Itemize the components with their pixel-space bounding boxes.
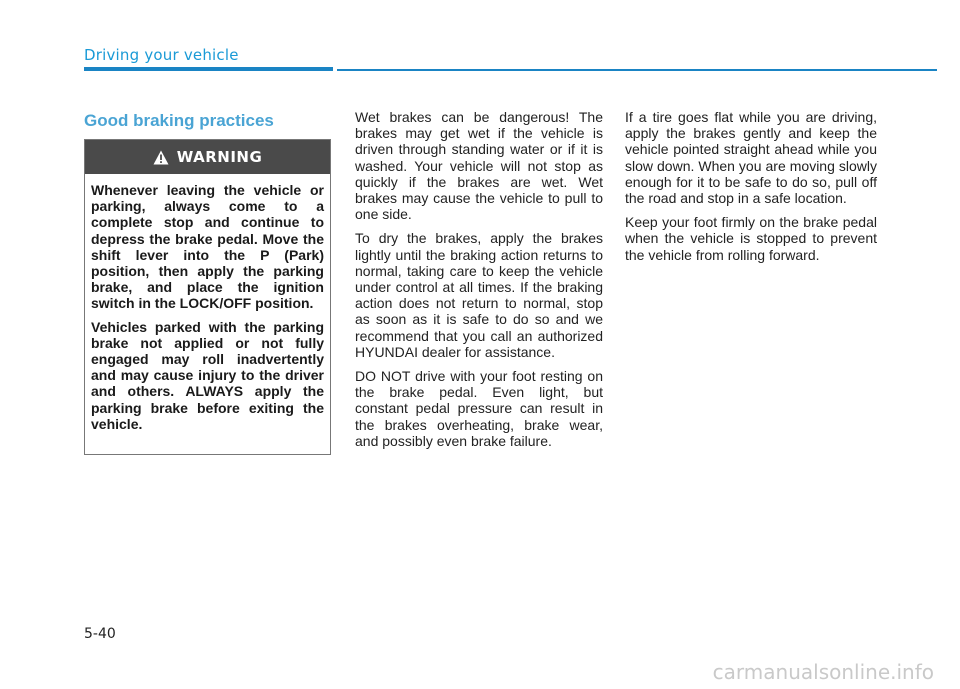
watermark: carmanualsonline.info — [712, 660, 934, 684]
body-paragraph: Wet brakes can be dangerous! The brakes may get wet if the vehicle is driven through standing water or if it is washed. Your vehicle will not stop as quickly if the brakes are wet. Wet brakes may cause the vehicle to pull to one side. — [355, 109, 603, 223]
header-rule-thin — [337, 69, 937, 71]
chapter-title: Driving your vehicle — [84, 46, 239, 64]
warning-header — [85, 140, 330, 174]
body-paragraph: If a tire goes flat while you are driving, apply the brakes gently and keep the vehicle pointed straight ahead while you slow down. When you are moving slowly enough for it to be safe to do so, pull off the road and stop in a safe location. — [625, 109, 877, 207]
warning-triangle-icon — [153, 150, 169, 165]
warning-paragraph: Whenever leaving the vehicle or parking, always come to a complete stop and continue to depress the brake pedal. Move the shift lever into the P (Park) position, then apply the parking brake, and place the ignition switch in the LOCK/OFF position. — [91, 182, 324, 312]
warning-paragraph: Vehicles parked with the parking brake not applied or not fully engaged may roll inadvertently and may cause injury to the driver and others. ALWAYS apply the parking brake before exiting the vehicle. — [91, 318, 324, 432]
warning-box — [84, 139, 331, 455]
section-title: Good braking practices — [84, 111, 274, 130]
body-paragraph: DO NOT drive with your foot resting on the brake pedal. Even light, but constant pedal pressure can result in the brakes overheating, brake wear, and possibly even brake failure. — [355, 368, 603, 449]
header-rule-thick — [84, 67, 333, 71]
body-paragraph: To dry the brakes, apply the brakes lightly until the braking action returns to normal, taking care to keep the vehicle under control at all times. If the braking action does not return to normal, stop as soon as it is safe to do so and we recommend that you call an authorized HYUNDAI dealer for assistance. — [355, 230, 603, 360]
text-column-2 — [355, 109, 603, 457]
warning-label: WARNING — [176, 148, 263, 166]
text-column-3 — [625, 109, 877, 271]
body-paragraph: Keep your foot firmly on the brake pedal when the vehicle is stopped to prevent the vehicle from rolling forward. — [625, 214, 877, 263]
page-number: 5-40 — [84, 626, 116, 642]
warning-body — [85, 174, 330, 432]
